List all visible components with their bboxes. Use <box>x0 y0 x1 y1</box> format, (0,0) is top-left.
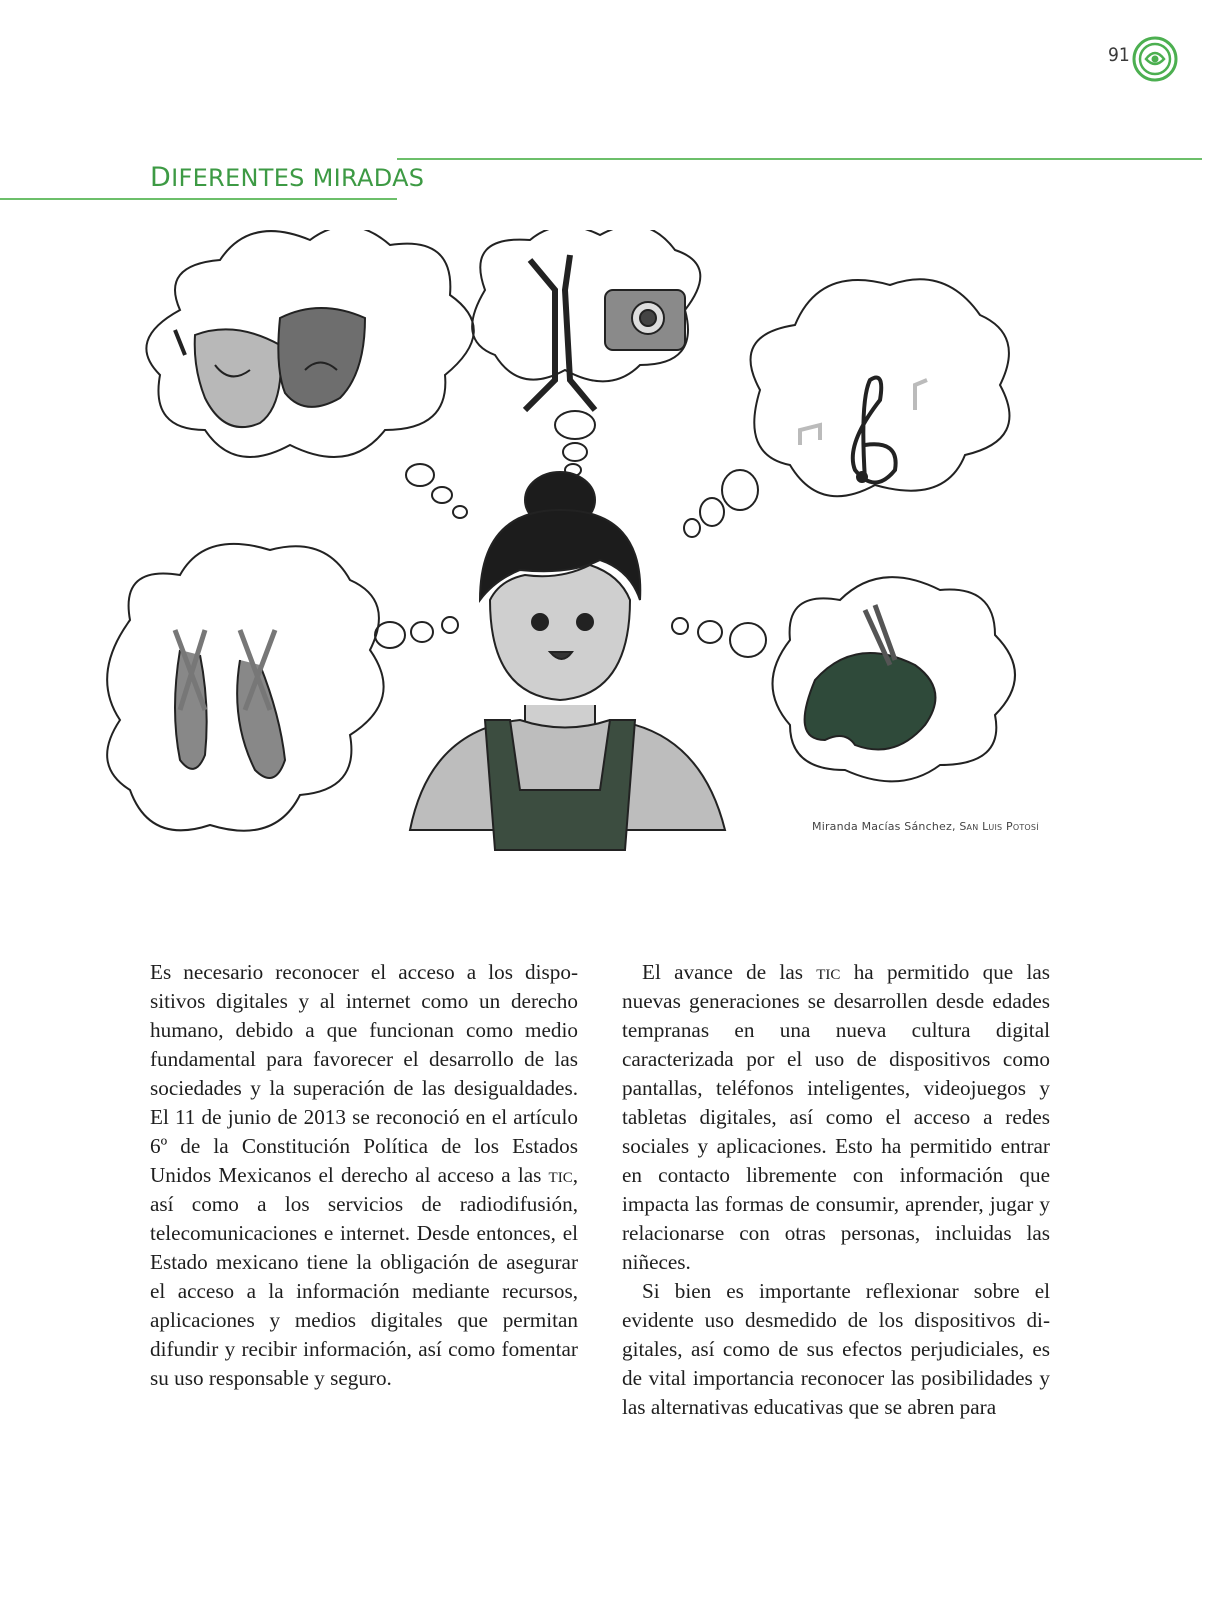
cloud-ballet-shoes <box>107 544 383 831</box>
text-left-1b: , así como a los servicios de radiodifusión, telecomunicaciones e internet. Desde entonces, el Estado mexicano tiene la obligación de asegurar el acceso a la información mediante recursos, aplicaciones y medios digitales que permitan difundir y recibir información, así como fomentar su uso responsable y seguro. <box>150 1163 578 1390</box>
credit-place: San Luis Potosí <box>959 820 1039 833</box>
book-logo-icon <box>1132 36 1178 82</box>
acronym-tic: tic <box>548 1163 573 1187</box>
acronym-tic: tic <box>816 960 841 984</box>
illustration-credit <box>812 820 1039 833</box>
cloud-film-camera <box>472 230 700 410</box>
girl-figure <box>410 472 725 850</box>
cloud-music <box>751 279 1010 496</box>
section-title <box>150 162 424 193</box>
page-number: 91 <box>1108 44 1130 66</box>
section-title-rest: IFERENTES MIRADAS <box>171 164 425 192</box>
paragraph-left-1 <box>150 958 578 1393</box>
illustration-girl-thinking <box>100 230 1020 900</box>
cloud-paint-palette <box>773 577 1016 781</box>
section-rule-bottom <box>0 198 397 200</box>
text-right-1a: El avance de las <box>642 960 817 984</box>
paragraph-right-2: Si bien es importante reflexionar sobre el evidente uso desmedido de los dispositivos digitales, así como de sus efectos perjudiciales, es de vital importancia reconocer las posibilidades y las alternativas educativas que se abren para <box>622 1279 1050 1419</box>
section-title-initial: D <box>150 162 172 193</box>
paragraph-right-1 <box>622 958 1050 1277</box>
section-rule-top <box>397 158 1202 160</box>
text-left-1a: Es necesario reconocer el acceso a los dispositivos digitales y al internet como un derecho humano, debido a que funcionan como medio fundamental para favorecer el desarrollo de las sociedades y la superación de las desigualdades. El 11 de junio de 2013 se reconoció en el artículo 6º de la Constitución Política de los Estados Unidos Mexicanos el derecho al acceso a las <box>150 960 578 1187</box>
body-column-right <box>622 958 1050 1422</box>
body-column-left <box>150 958 578 1393</box>
cloud-theater-masks <box>146 230 473 457</box>
text-right-1b: ha permitido que las nuevas generaciones se desarrollen desde edades tempranas en una nueva cultura digital caracterizada por el uso de dispositivos como pantallas, teléfonos inteligentes, videojuegos y tabletas digitales, así como el acceso a redes sociales y aplicaciones. Esto ha permitido entrar en contacto libremente con información que impacta las formas de consumir, aprender, jugar y relacionarse con otras personas, incluidas las niñeces. <box>622 960 1050 1274</box>
credit-name: Miranda Macías Sánchez, <box>812 820 960 833</box>
